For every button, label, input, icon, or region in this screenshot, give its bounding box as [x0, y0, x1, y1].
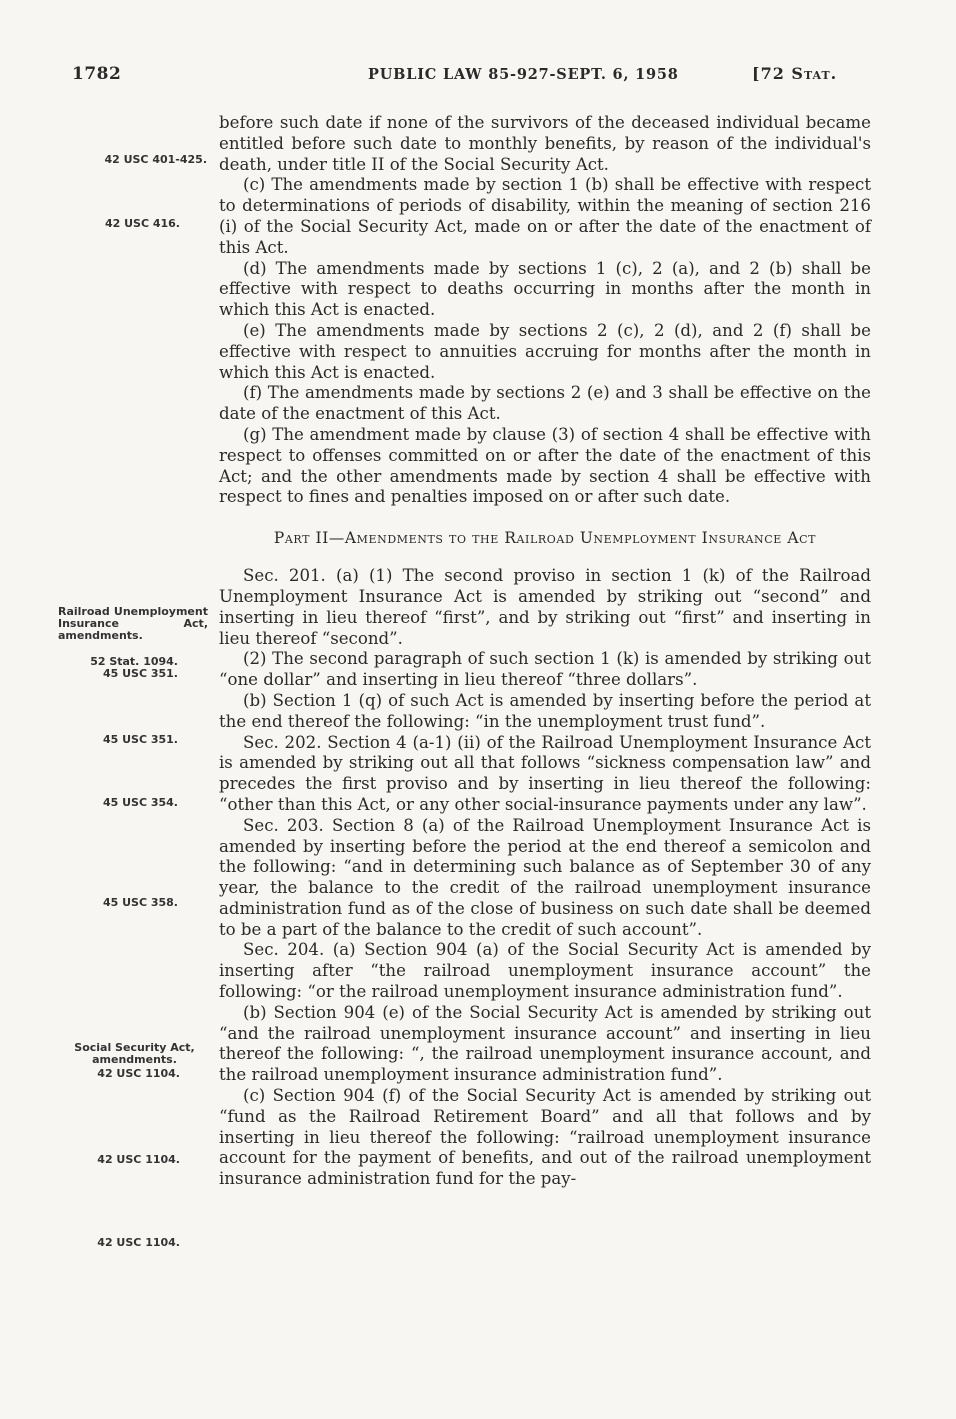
margin-note-citation: 42 USC 416.: [104, 217, 180, 230]
paragraph: (g) The amendment made by clause (3) of section 4 shall be effective with respect to offenses committed on or after the date of the enactment of this Act; and the other amendments made by section 4 shall be effective with respect to fines and penalties imposed on or after such date.: [219, 424, 871, 507]
margin-note-subject: Social Security Act, amendments.: [74, 1041, 195, 1066]
page-number: 1782: [72, 64, 122, 84]
margin-note-citation: 52 Stat. 1094.: [90, 655, 178, 668]
paragraph: (2) The second paragraph of such section 1 (k) is amended by striking out “one dollar” and inserting in lieu thereof “three dollars”.: [219, 649, 871, 690]
paragraph: Sec. 202. Section 4 (a-1) (ii) of the Railroad Unemployment Insurance Act is amended by striking out all that follows “sickness compensation law” and precedes the first proviso and by inserting in lieu thereof the following: “other than this Act, or any other social-insurance payments under any law”.: [219, 732, 871, 814]
paragraph: Sec. 204. (a) Section 904 (a) of the Social Security Act is amended by inserting after “the railroad unemployment insurance account” the following: “or the railroad unemployment insurance administration fund”.: [219, 940, 871, 1002]
margin-note-citation: 45 USC 354.: [102, 796, 178, 809]
paragraph: before such date if none of the survivors of the deceased individual became entitled before such date to monthly benefits, by reason of the individual's death, under title II of the Social Security Act.: [219, 113, 871, 174]
statute-reference: [72 Stat.: [752, 64, 838, 83]
part-heading: Part II—Amendments to the Railroad Unemployment Insurance Act: [273, 529, 817, 548]
margin-note-citation: 45 USC 351.: [102, 733, 178, 746]
body-text: [219, 113, 871, 1190]
running-head: PUBLIC LAW 85-927-SEPT. 6, 1958: [368, 66, 679, 83]
paragraph: Sec. 201. (a) (1) The second proviso in section 1 (k) of the Railroad Unemployment Insurance Act is amended by striking out “second” and inserting in lieu thereof “first”, and by striking out “first” and inserting in lieu thereof “second”.: [219, 566, 871, 648]
margin-note-subject: Railroad Unemployment Insurance Act, amendments.: [58, 605, 208, 642]
paragraph: Sec. 203. Section 8 (a) of the Railroad Unemployment Insurance Act is amended by inserting before the period at the end thereof a semicolon and the following: “and in determining such balance as of September 30 of any year, the balance to the credit of the railroad unemployment insurance administration fund as of the close of business on such date shall be deemed to be a part of the balance to the credit of such account”.: [219, 815, 871, 939]
margin-note-citation: 45 USC 358.: [102, 896, 178, 909]
paragraph: (b) Section 1 (q) of such Act is amended by inserting before the period at the end thereof the following: “in the unemployment trust fund”.: [219, 690, 871, 731]
paragraph: (c) The amendments made by section 1 (b) shall be effective with respect to determinations of periods of disability, within the meaning of section 216 (i) of the Social Security Act, made on or after the date of the enactment of this Act.: [219, 175, 871, 257]
paragraph: (f) The amendments made by sections 2 (e) and 3 shall be effective on the date of the enactment of this Act.: [219, 383, 871, 424]
margin-note-citation: 42 USC 1104.: [97, 1236, 180, 1249]
paragraph: (b) Section 904 (e) of the Social Security Act is amended by striking out “and the railroad unemployment insurance account” and inserting in lieu thereof the following: “, the railroad unemployment insurance account, and the railroad unemployment insurance administration fund”.: [219, 1002, 871, 1085]
paragraph: (d) The amendments made by sections 1 (c), 2 (a), and 2 (b) shall be effective with respect to deaths occurring in months after the month in which this Act is enacted.: [219, 258, 871, 320]
paragraph: (e) The amendments made by sections 2 (c), 2 (d), and 2 (f) shall be effective with respect to annuities accruing for months after the month in which this Act is enacted.: [219, 320, 871, 382]
margin-note-citation: 42 USC 1104.: [97, 1067, 180, 1080]
margin-note-citation: 42 USC 401-425.: [104, 153, 207, 166]
margin-note-citation: 45 USC 351.: [102, 667, 178, 680]
margin-note-citation: 42 USC 1104.: [97, 1153, 180, 1166]
paragraph: (c) Section 904 (f) of the Social Security Act is amended by striking out “fund as the Railroad Retirement Board” and all that follows and by inserting in lieu thereof the following: “railroad unemployment insurance account for the payment of benefits, and out of the railroad unemployment insurance administration fund for the pay-: [219, 1086, 871, 1189]
